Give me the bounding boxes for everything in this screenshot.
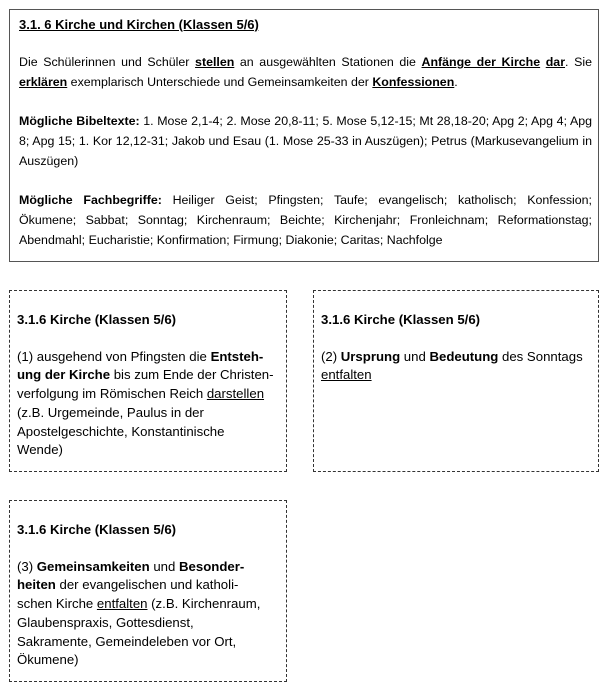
text: (1) ausgehend von Pfingsten die — [17, 348, 211, 364]
text: Apostelgeschichte, Konstantinische — [17, 423, 225, 439]
bible-list: 1. Mose 2,1-4; 2. Mose 20,8-11; 5. Mose 5,12-15; Mt 28,18-20; Apg 2; Apg 4; Apg 8; Apg 15; 1. Kor 12,12-31; Jakob und Esau (1. Mose 25-33 in Auszügen); Petrus (Markusevangelium in Auszügen) — [19, 114, 592, 168]
operator: darstellen — [206, 386, 265, 402]
intro-text: an ausgewählten Stationen die — [234, 55, 422, 69]
keyword-stellen: stellen — [195, 55, 235, 69]
keyword-erklaeren: erklären — [19, 75, 68, 89]
text: Sakramente, Gemeindeleben vor Ort, — [17, 633, 237, 649]
text: der evangelischen und katholi- — [55, 577, 239, 593]
box-text — [321, 348, 590, 385]
operator: entfalten — [321, 367, 372, 383]
text: (2) — [321, 348, 341, 364]
keyword: heiten — [17, 577, 56, 593]
competence-statement — [19, 52, 592, 92]
intro-text: exemplarisch Unterschiede und Gemeinsamkeiten der — [67, 75, 373, 89]
competence-box-3 — [9, 500, 287, 682]
box-title: 3.1.6 Kirche (Klassen 5/6) — [17, 312, 177, 327]
text: Glaubenspraxis, Gottesdienst, — [17, 614, 194, 630]
text: und — [149, 558, 180, 574]
text: verfolgung im Römischen Reich — [17, 386, 207, 402]
text: Wende) — [17, 442, 63, 458]
competence-box-1 — [9, 290, 287, 472]
keyword: ung der Kirche — [17, 367, 111, 383]
intro-text: Die Schülerinnen und Schüler — [19, 55, 196, 69]
keyword: Entsteh- — [210, 348, 264, 364]
intro-text: . — [454, 75, 458, 89]
text: (z.B. Kirchenraum, — [147, 596, 261, 612]
technical-terms — [19, 190, 592, 250]
bible-label: Mögliche Bibeltexte: — [19, 114, 140, 128]
text: bis zum Ende der Christen- — [110, 367, 274, 383]
intro-text: . Sie — [565, 55, 592, 69]
text: Ökumene) — [17, 652, 79, 668]
box-text — [17, 558, 278, 670]
keyword-konfessionen: Konfessionen — [372, 75, 455, 89]
bible-texts — [19, 111, 592, 171]
box-title: 3.1.6 Kirche (Klassen 5/6) — [17, 522, 177, 537]
keyword-dar: dar — [545, 55, 566, 69]
box-title: 3.1.6 Kirche (Klassen 5/6) — [321, 312, 481, 327]
text: (3) — [17, 558, 37, 574]
text: des Sonntags — [498, 348, 583, 364]
keyword: Ursprung — [340, 348, 401, 364]
terms-list: Heiliger Geist; Pfingsten; Taufe; evangelisch; katholisch; Konfession; Ökumene; Sabbat; Sonntag; Kirchenraum; Beichte; Kirchenjahr; Fronleichnam; Reformationstag; Abendmahl; Eucharistie; Konfirmation; Firmung; Diakonie; Caritas; Nachfolge — [19, 193, 592, 247]
text: (z.B. Urgemeinde, Paulus in der — [17, 404, 204, 420]
keyword: Gemeinsamkeiten — [36, 558, 150, 574]
keyword-anfaenge: Anfänge der Kirche — [421, 55, 541, 69]
curriculum-overview-box — [9, 9, 599, 262]
text: schen Kirche — [17, 596, 97, 612]
keyword: Bedeutung — [429, 348, 499, 364]
text: und — [400, 348, 430, 364]
overview-title: 3.1. 6 Kirche und Kirchen (Klassen 5/6) — [19, 17, 259, 32]
box-text — [17, 348, 278, 460]
keyword: Besonder- — [179, 558, 245, 574]
competence-box-2 — [313, 290, 599, 472]
operator: entfalten — [96, 596, 148, 612]
terms-label: Mögliche Fachbegriffe: — [19, 193, 162, 207]
